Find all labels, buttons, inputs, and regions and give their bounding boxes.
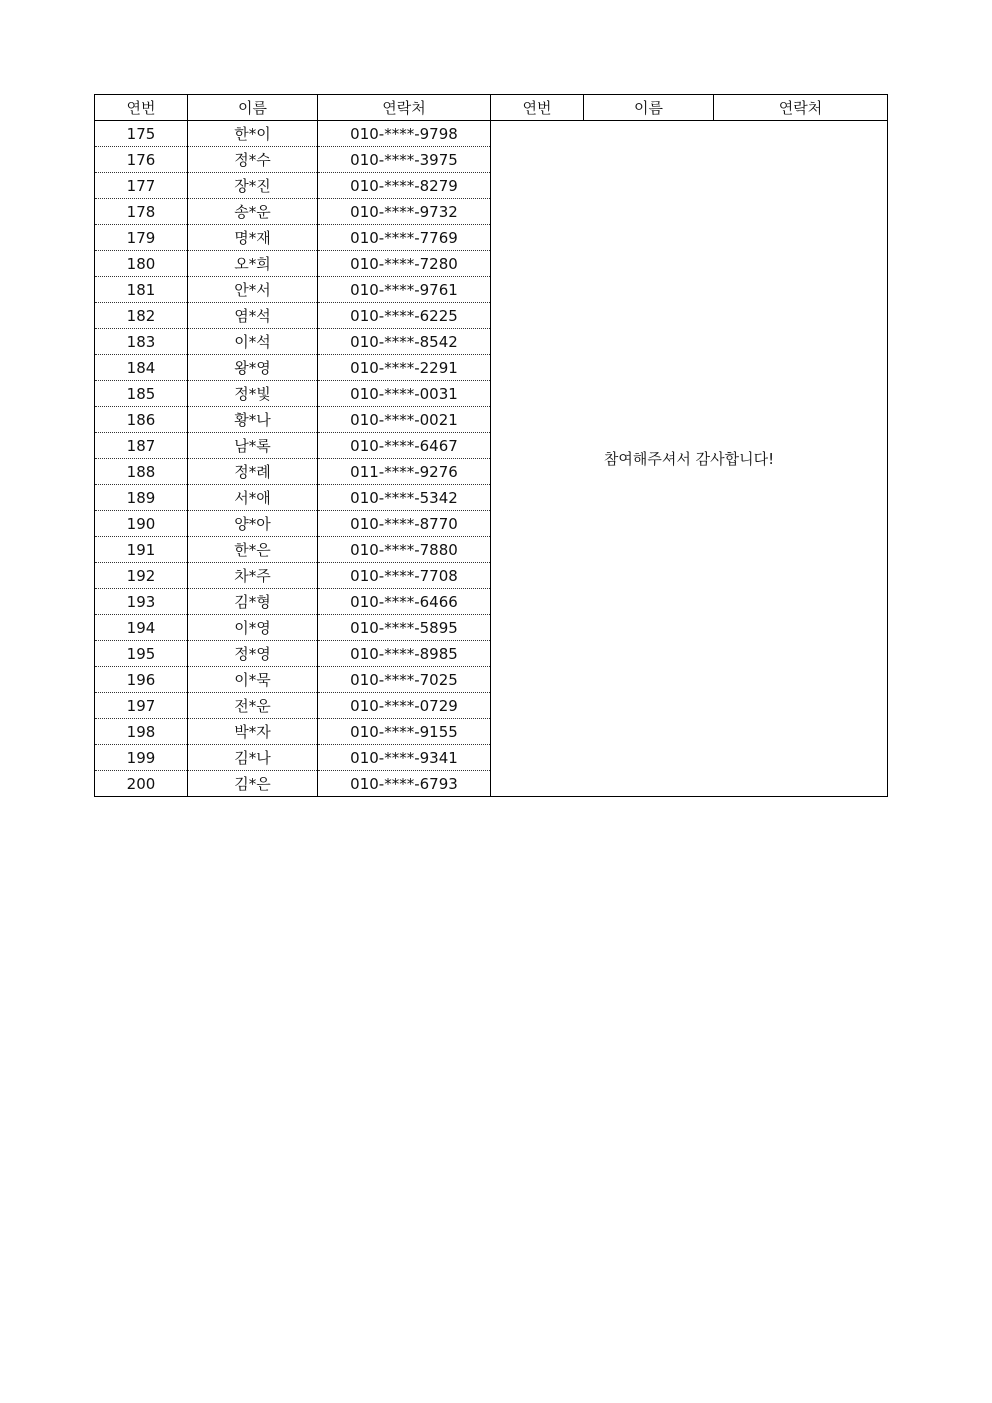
header-left-contact: 연락처 <box>318 95 491 121</box>
row-name: 전*운 <box>188 693 318 719</box>
row-name: 차*주 <box>188 563 318 589</box>
row-name: 김*나 <box>188 745 318 771</box>
row-name: 이*묵 <box>188 667 318 693</box>
header-right-contact: 연락처 <box>714 95 888 121</box>
row-number: 186 <box>95 407 188 433</box>
row-phone: 010-****-7769 <box>318 225 491 251</box>
row-phone: 010-****-6466 <box>318 589 491 615</box>
row-phone: 010-****-6793 <box>318 771 491 797</box>
row-number: 180 <box>95 251 188 277</box>
header-right-number: 연번 <box>491 95 584 121</box>
row-number: 177 <box>95 173 188 199</box>
thanks-message: 참여해주셔서 감사합니다! <box>491 121 888 797</box>
row-name: 왕*영 <box>188 355 318 381</box>
row-phone: 010-****-9732 <box>318 199 491 225</box>
row-number: 181 <box>95 277 188 303</box>
row-number: 199 <box>95 745 188 771</box>
row-number: 183 <box>95 329 188 355</box>
row-name: 양*아 <box>188 511 318 537</box>
row-phone: 010-****-0729 <box>318 693 491 719</box>
row-name: 정*수 <box>188 147 318 173</box>
row-name: 남*록 <box>188 433 318 459</box>
row-phone: 010-****-9341 <box>318 745 491 771</box>
row-phone: 010-****-8542 <box>318 329 491 355</box>
row-phone: 010-****-9798 <box>318 121 491 147</box>
row-number: 182 <box>95 303 188 329</box>
row-phone: 011-****-9276 <box>318 459 491 485</box>
row-number: 176 <box>95 147 188 173</box>
row-number: 179 <box>95 225 188 251</box>
row-phone: 010-****-8770 <box>318 511 491 537</box>
row-name: 정*례 <box>188 459 318 485</box>
row-number: 178 <box>95 199 188 225</box>
header-left-number: 연번 <box>95 95 188 121</box>
row-phone: 010-****-5895 <box>318 615 491 641</box>
row-number: 185 <box>95 381 188 407</box>
row-phone: 010-****-3975 <box>318 147 491 173</box>
row-phone: 010-****-2291 <box>318 355 491 381</box>
row-number: 200 <box>95 771 188 797</box>
row-name: 송*운 <box>188 199 318 225</box>
row-name: 이*영 <box>188 615 318 641</box>
row-number: 196 <box>95 667 188 693</box>
row-name: 염*석 <box>188 303 318 329</box>
row-phone: 010-****-7708 <box>318 563 491 589</box>
row-number: 188 <box>95 459 188 485</box>
row-name: 명*재 <box>188 225 318 251</box>
row-phone: 010-****-0021 <box>318 407 491 433</box>
table-header <box>95 95 888 121</box>
row-phone: 010-****-9761 <box>318 277 491 303</box>
row-number: 175 <box>95 121 188 147</box>
table-body <box>95 121 888 797</box>
row-number: 189 <box>95 485 188 511</box>
row-name: 오*희 <box>188 251 318 277</box>
row-number: 187 <box>95 433 188 459</box>
row-number: 193 <box>95 589 188 615</box>
row-phone: 010-****-7880 <box>318 537 491 563</box>
row-name: 박*자 <box>188 719 318 745</box>
row-name: 한*은 <box>188 537 318 563</box>
header-right-name: 이름 <box>584 95 714 121</box>
row-number: 195 <box>95 641 188 667</box>
row-name: 정*영 <box>188 641 318 667</box>
header-row <box>95 95 888 121</box>
row-phone: 010-****-0031 <box>318 381 491 407</box>
row-name: 안*서 <box>188 277 318 303</box>
header-left-name: 이름 <box>188 95 318 121</box>
row-name: 장*진 <box>188 173 318 199</box>
row-phone: 010-****-5342 <box>318 485 491 511</box>
row-number: 197 <box>95 693 188 719</box>
table-row <box>95 121 888 147</box>
row-name: 한*이 <box>188 121 318 147</box>
row-name: 이*석 <box>188 329 318 355</box>
row-phone: 010-****-8985 <box>318 641 491 667</box>
row-name: 김*은 <box>188 771 318 797</box>
winners-table <box>94 94 888 797</box>
row-number: 192 <box>95 563 188 589</box>
row-number: 184 <box>95 355 188 381</box>
row-phone: 010-****-6225 <box>318 303 491 329</box>
row-number: 190 <box>95 511 188 537</box>
row-phone: 010-****-7025 <box>318 667 491 693</box>
row-number: 198 <box>95 719 188 745</box>
row-phone: 010-****-6467 <box>318 433 491 459</box>
row-name: 정*빛 <box>188 381 318 407</box>
row-phone: 010-****-9155 <box>318 719 491 745</box>
row-phone: 010-****-7280 <box>318 251 491 277</box>
row-name: 황*나 <box>188 407 318 433</box>
row-name: 김*형 <box>188 589 318 615</box>
row-phone: 010-****-8279 <box>318 173 491 199</box>
row-name: 서*애 <box>188 485 318 511</box>
row-number: 191 <box>95 537 188 563</box>
row-number: 194 <box>95 615 188 641</box>
